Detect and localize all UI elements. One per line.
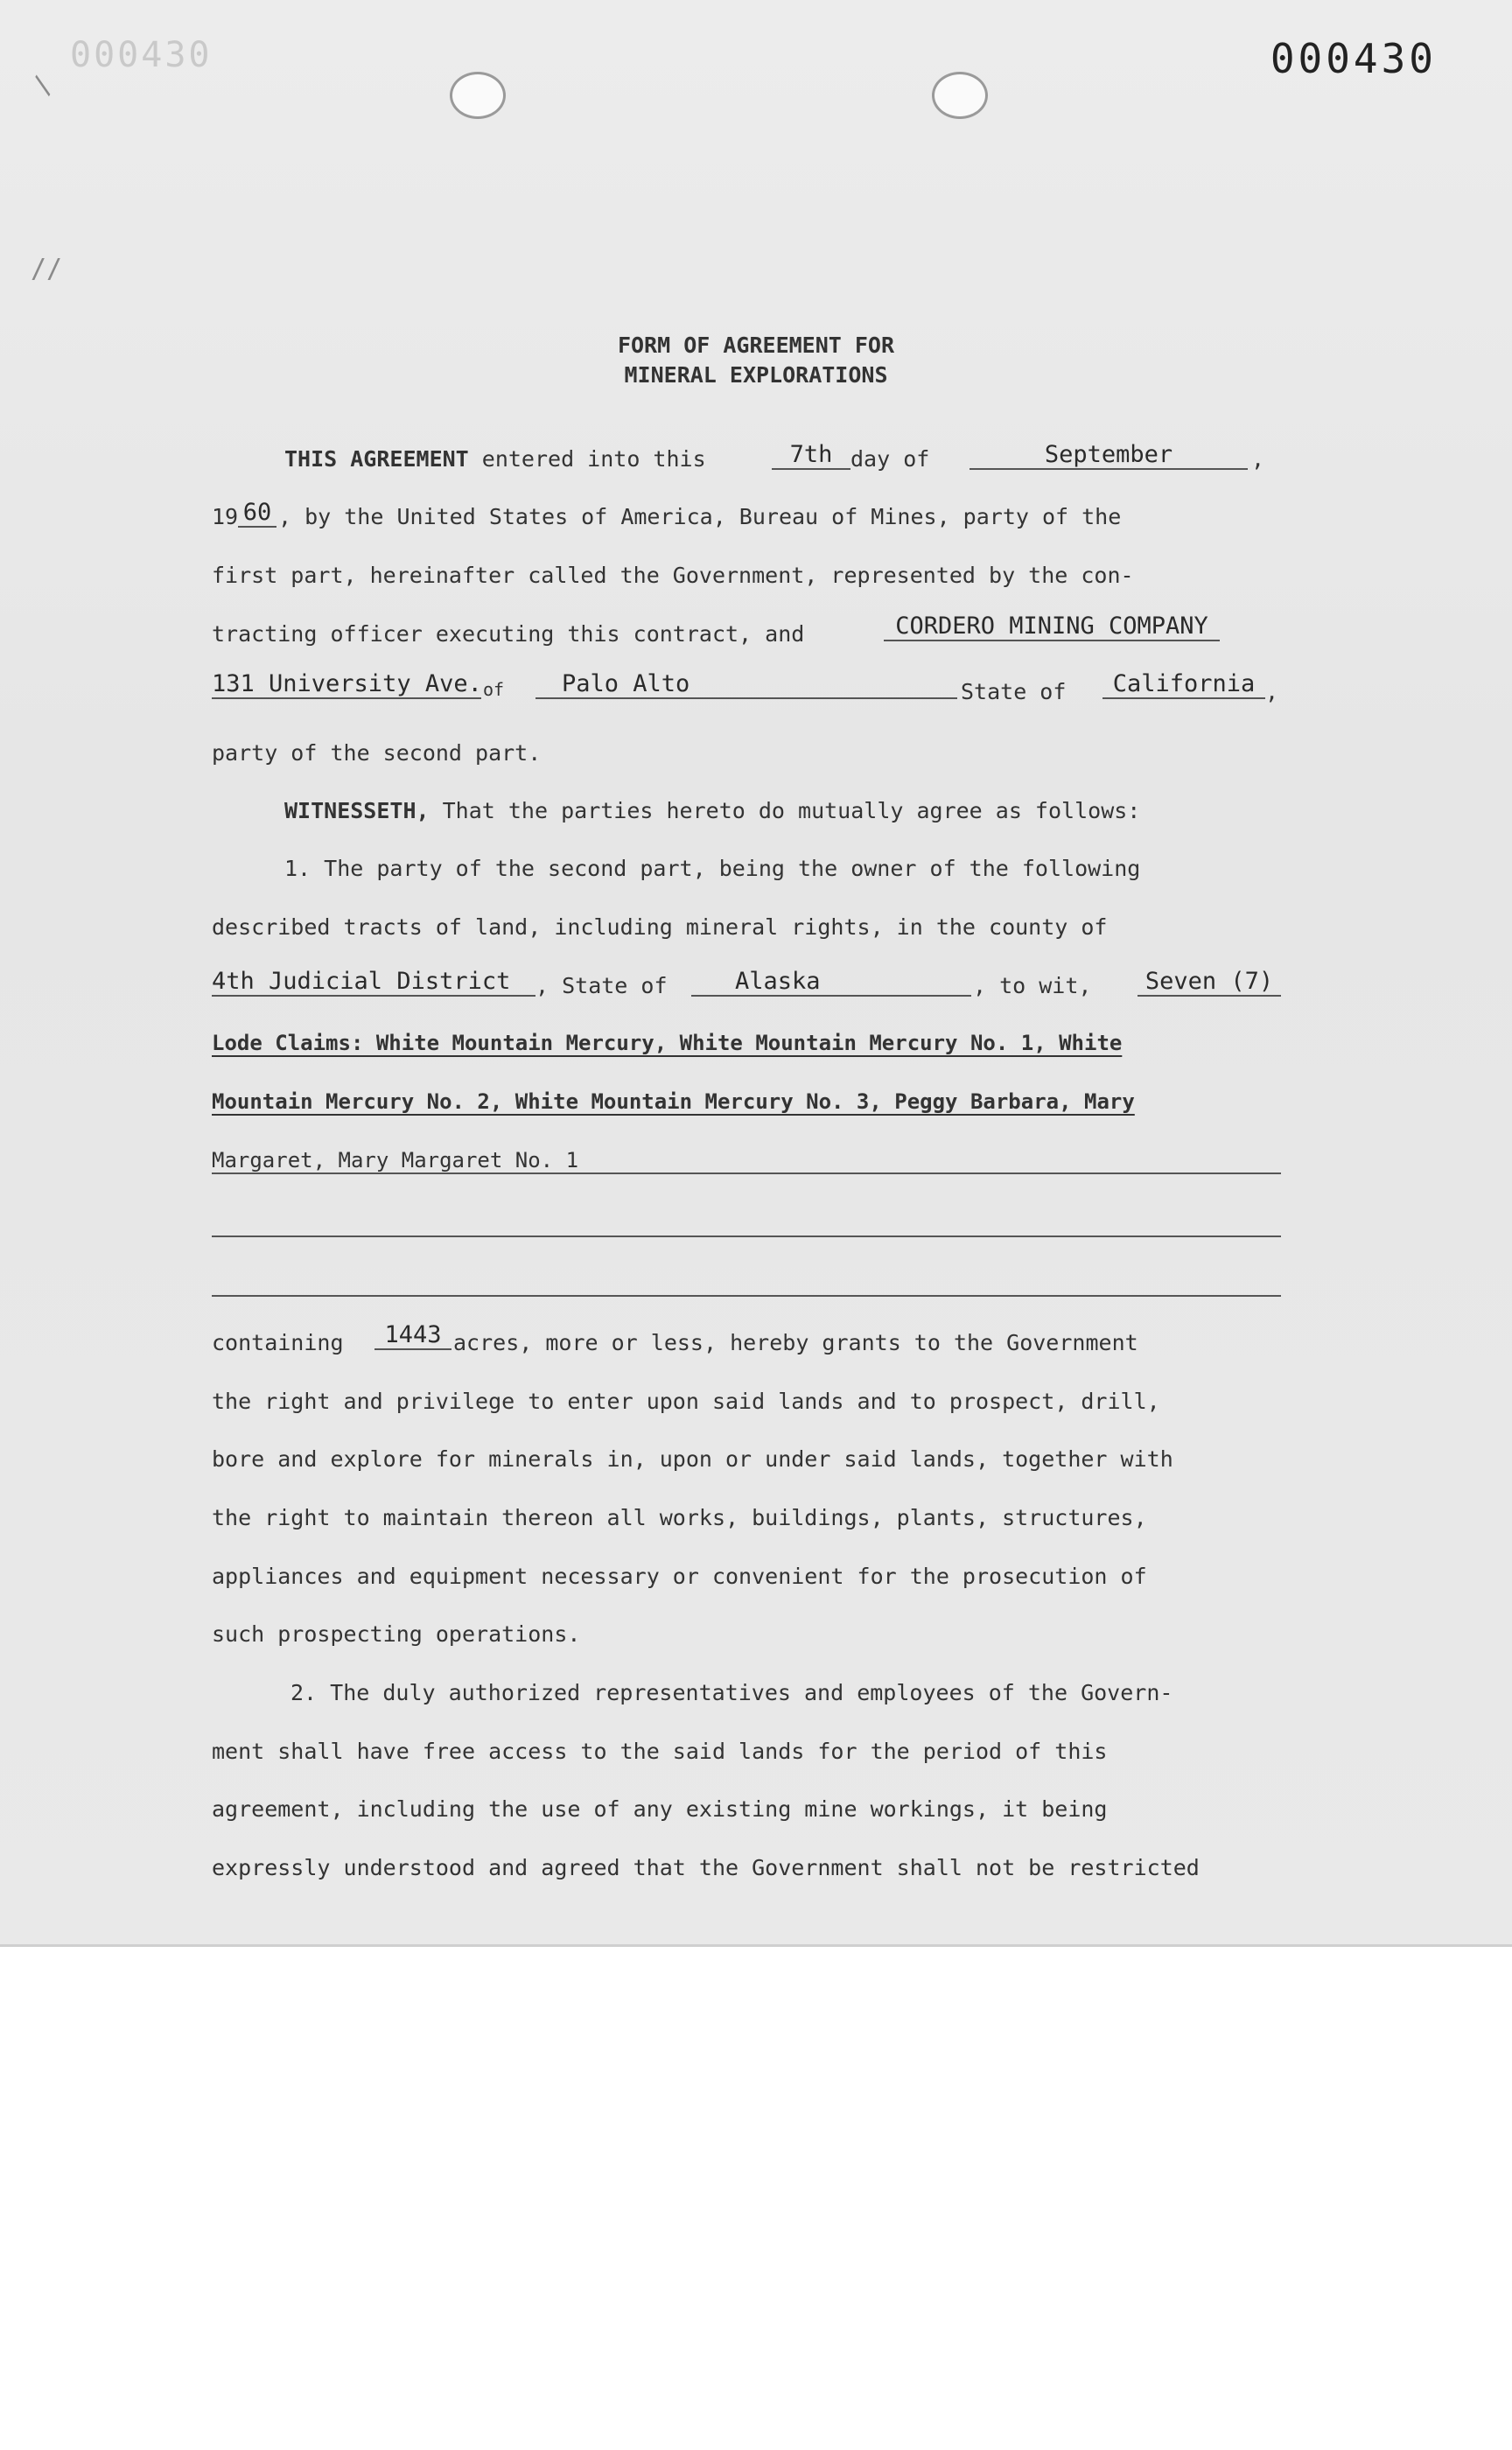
faded-stamp-number: 000430 [70, 35, 213, 75]
month-field [970, 441, 1248, 470]
day-field: 7th [772, 441, 850, 470]
text-span: That the parties hereto do mutually agree as follows: [429, 798, 1141, 823]
claims-line: Margaret, Mary Margaret No. 1 [212, 1148, 579, 1172]
claims-line: Mountain Mercury No. 2, White Mountain Mercury No. 3, Peggy Barbara, Mary [212, 1089, 1135, 1114]
blank-line [212, 1236, 1281, 1237]
text-line: tracting officer executing this contract, and [212, 621, 805, 647]
text-span: , [1251, 446, 1265, 472]
year-field: 60 [238, 499, 276, 528]
clause-2: 2. The duly authorized representatives and employees of the Govern- [290, 1680, 1173, 1705]
text-span: , [1265, 679, 1279, 704]
text-line: party of the second part. [212, 740, 542, 766]
blank-line [212, 1172, 1281, 1174]
text-span: containing [212, 1330, 344, 1355]
text-span: of [483, 679, 505, 700]
title-line: FORM OF AGREEMENT FOR [617, 332, 895, 358]
text-line: described tracts of land, including mineral rights, in the county of [212, 914, 1108, 940]
county-field: 4th Judicial District [212, 968, 536, 997]
city-field: Palo Alto [536, 670, 957, 699]
text-line: bore and explore for minerals in, upon or under said lands, together with [212, 1446, 1173, 1472]
count-field: Seven (7) [1138, 968, 1281, 997]
punch-hole-left [450, 72, 506, 119]
text-span: , by the United States of America, Bureau of Mines, party of the [278, 504, 1122, 529]
text-line: the right to maintain thereon all works, buildings, plants, structures, [212, 1505, 1147, 1530]
document-number: 000430 [1270, 35, 1437, 82]
form-title [0, 331, 1512, 390]
month-value: September [1044, 441, 1173, 468]
text-line: appliances and equipment necessary or convenient for the prosecution of [212, 1564, 1147, 1589]
text-line: first part, hereinafter called the Government, represented by the con- [212, 563, 1134, 588]
blank-line [212, 1295, 1281, 1297]
state2-field: Alaska [691, 968, 971, 997]
text-span: entered into this [468, 446, 706, 472]
text-line: the right and privilege to enter upon said lands and to prospect, drill, [212, 1389, 1160, 1414]
text-span: day of [850, 446, 930, 472]
text-line: agreement, including the use of any existing mine workings, it being [212, 1796, 1108, 1822]
pen-mark: // [31, 254, 63, 284]
company-field: CORDERO MINING COMPANY [884, 612, 1220, 641]
witnesseth-word: WITNESSETH, [284, 798, 430, 823]
clause-1: 1. The party of the second part, being the owner of the following [284, 856, 1141, 881]
punch-hole-right [932, 72, 988, 119]
text-line [284, 798, 1140, 823]
agreement-heading: THIS AGREEMENT [284, 446, 469, 472]
address-field: 131 University Ave. [212, 670, 482, 697]
text-line: such prospecting operations. [212, 1621, 581, 1647]
title-line: MINERAL EXPLORATIONS [624, 362, 888, 388]
text-span: acres, more or less, hereby grants to the Government [453, 1330, 1138, 1355]
text-span: , State of [536, 973, 668, 998]
state-field: California [1102, 670, 1265, 699]
pen-mark: / [25, 70, 60, 101]
text-line: expressly understood and agreed that the Government shall not be restricted [212, 1855, 1200, 1880]
text-span: , to wit, [973, 973, 1092, 998]
text-span: State of [961, 679, 1067, 704]
text-line [284, 446, 706, 472]
acres-field: 1443 [374, 1321, 452, 1350]
text-span: 19 [212, 504, 239, 529]
claims-line: Lode Claims: White Mountain Mercury, White Mountain Mercury No. 1, White [212, 1031, 1123, 1055]
text-line: ment shall have free access to the said lands for the period of this [212, 1739, 1108, 1764]
